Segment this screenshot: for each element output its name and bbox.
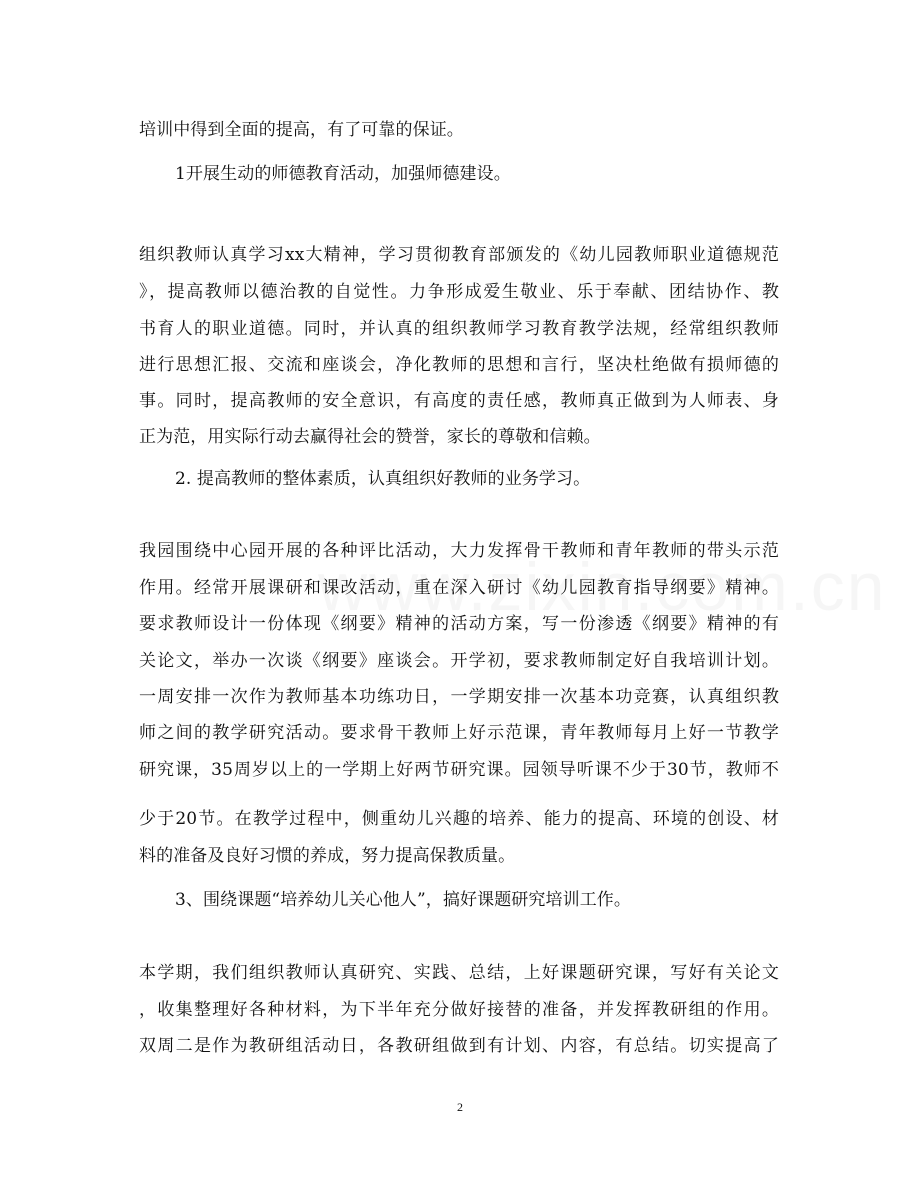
text-line: ，收集整理好各种材料，为下半年充分做好接替的准备，并发挥教研组的作用。 bbox=[139, 1000, 779, 1020]
page-number: 2 bbox=[457, 1100, 463, 1114]
text-line: 》，提高教师以德治教的自觉性。力争形成爱生敬业、乐于奉献、团结协作、教 bbox=[139, 282, 779, 302]
text-line: 进行思想汇报、交流和座谈会，净化教师的思想和言行，坚决杜绝做有损师德的 bbox=[139, 355, 779, 375]
section-heading: 3、围绕课题“培养幼儿关心他人”，搞好课题研究培训工作。 bbox=[175, 890, 631, 910]
text-line: 组织教师认真学习xx大精神，学习贯彻教育部颁发的《幼儿园教师职业道德规范 bbox=[139, 245, 779, 265]
text-line: 培训中得到全面的提高，有了可靠的保证。 bbox=[139, 120, 464, 140]
text-line: 作用。经常开展课研和课改活动，重在深入研讨《幼儿园教育指导纲要》精神。 bbox=[139, 578, 779, 598]
text-line: 事。同时，提高教师的安全意识，有高度的责任感，教师真正做到为人师表、身 bbox=[139, 391, 779, 411]
text-line: 双周二是作为教研组活动日，各教研组做到有计划、内容，有总结。切实提高了 bbox=[139, 1036, 779, 1056]
text-line: 书育人的职业道德。同时，并认真的组织教师学习教育教学法规，经常组织教师 bbox=[139, 319, 779, 339]
section-heading: 2. 提高教师的整体素质，认真组织好教师的业务学习。 bbox=[175, 469, 591, 489]
text-line: 师之间的教学研究活动。要求骨干教师上好示范课，青年教师每月上好一节教学 bbox=[139, 723, 779, 743]
text-line: 关论文，举办一次谈《纲要》座谈会。开学初，要求教师制定好自我培训计划。 bbox=[139, 651, 779, 671]
text-line: 我园围绕中心园开展的各种评比活动，大力发挥骨干教师和青年教师的带头示范 bbox=[139, 541, 779, 561]
text-line: 料的准备及良好习惯的养成，努力提高保教质量。 bbox=[139, 846, 516, 866]
section-heading: 1开展生动的师德教育活动，加强师德建设。 bbox=[175, 164, 511, 184]
text-line: 一周安排一次作为教师基本功练功日，一学期安排一次基本功竞赛，认真组织教 bbox=[139, 687, 779, 707]
text-line: 研究课，35周岁以上的一学期上好两节研究课。园领导听课不少于30节，教师不 bbox=[139, 760, 779, 780]
text-line: 本学期，我们组织教师认真研究、实践、总结，上好课题研究课，写好有关论文 bbox=[139, 963, 779, 983]
text-line: 少于20节。在教学过程中，侧重幼儿兴趣的培养、能力的提高、环境的创设、材 bbox=[139, 809, 779, 829]
text-line: 正为范，用实际行动去赢得社会的赞誉，家长的尊敬和信赖。 bbox=[139, 427, 601, 447]
text-line: 要求教师设计一份体现《纲要》精神的活动方案，写一份渗透《纲要》精神的有 bbox=[139, 614, 779, 634]
